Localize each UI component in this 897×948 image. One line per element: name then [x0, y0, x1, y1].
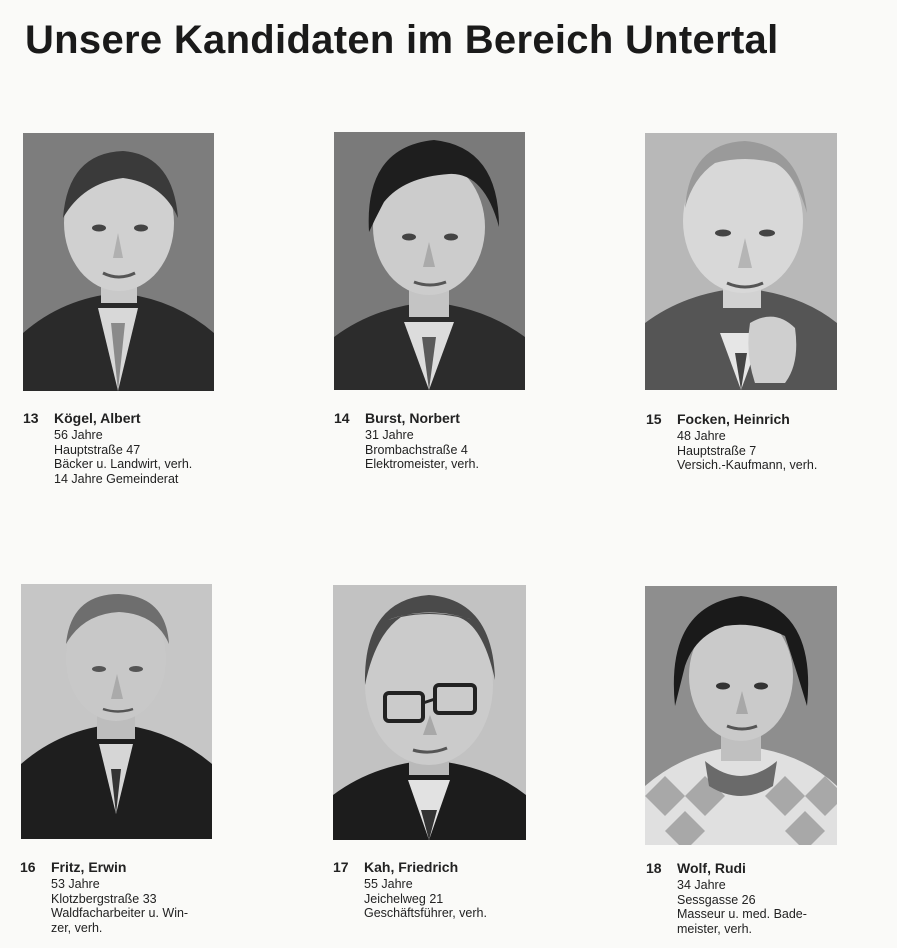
page-title: Unsere Kandidaten im Bereich Untertal	[25, 18, 779, 62]
candidate-details	[51, 877, 188, 935]
candidate-info-13	[23, 411, 263, 491]
candidate-photo-15	[645, 133, 837, 390]
candidate-occupation: Geschäftsführer, verh.	[364, 906, 487, 920]
candidate-info-16	[20, 860, 260, 940]
candidate-number: 18	[646, 860, 662, 876]
candidate-photo-18	[645, 586, 837, 845]
candidate-occupation: Elektromeister, verh.	[365, 457, 479, 471]
candidate-name: Focken, Heinrich	[677, 411, 790, 427]
candidate-details	[364, 877, 487, 921]
candidate-number: 15	[646, 411, 662, 427]
candidate-address: Jeichelweg 21	[364, 891, 444, 906]
candidate-photo-17	[333, 585, 526, 840]
candidate-name: Burst, Norbert	[365, 410, 460, 426]
candidate-occupation: Waldfacharbeiter u. Win-	[51, 906, 189, 920]
candidate-details	[677, 878, 807, 936]
candidate-address: Sessgasse 26	[677, 892, 756, 907]
candidate-note: 14 Jahre Gemeinderat	[54, 471, 179, 486]
candidate-info-18	[646, 861, 886, 941]
candidate-address: Hauptstraße 7	[677, 443, 757, 458]
candidate-occupation: Bäcker u. Landwirt, verh.	[54, 457, 193, 471]
candidate-age: 48 Jahre	[677, 429, 726, 443]
candidate-photo-16	[21, 584, 212, 839]
candidate-info-15	[646, 412, 886, 482]
candidate-number: 14	[334, 410, 350, 426]
candidate-photo-13	[23, 133, 214, 391]
candidate-age: 53 Jahre	[51, 877, 100, 891]
candidate-details	[54, 428, 192, 486]
candidate-address: Klotzbergstraße 33	[51, 891, 157, 906]
candidate-name: Wolf, Rudi	[677, 860, 746, 876]
candidate-number: 17	[333, 859, 349, 875]
candidate-info-17	[333, 860, 573, 930]
candidate-details	[365, 428, 479, 472]
candidate-number: 16	[20, 859, 36, 875]
candidate-info-14	[334, 411, 574, 481]
candidate-age: 56 Jahre	[54, 428, 103, 442]
candidate-number: 13	[23, 410, 39, 426]
candidate-age: 31 Jahre	[365, 428, 414, 442]
candidate-address: Brombachstraße 4	[365, 442, 468, 457]
candidate-name: Kah, Friedrich	[364, 859, 459, 875]
candidate-occupation: Masseur u. med. Bade-	[677, 907, 807, 921]
candidate-name: Fritz, Erwin	[51, 859, 127, 875]
candidate-age: 34 Jahre	[677, 878, 726, 892]
candidate-occupation-cont: zer, verh.	[51, 920, 103, 935]
candidate-address: Hauptstraße 47	[54, 442, 141, 457]
candidate-occupation: Versich.-Kaufmann, verh.	[677, 458, 818, 472]
candidate-occupation-cont: meister, verh.	[677, 921, 753, 936]
candidate-age: 55 Jahre	[364, 877, 413, 891]
candidate-photo-14	[334, 132, 525, 390]
candidate-name: Kögel, Albert	[54, 410, 141, 426]
candidate-details	[677, 429, 817, 473]
